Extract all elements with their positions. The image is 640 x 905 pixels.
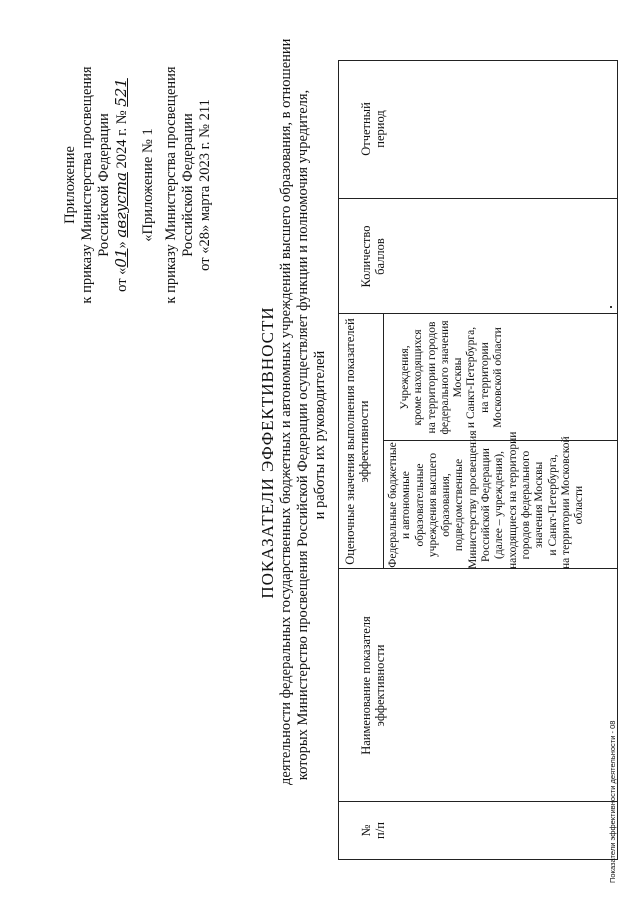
scan-speck [610, 306, 612, 308]
appendix-block [62, 20, 131, 350]
appendix-country-line: Российской Федерации [96, 113, 112, 257]
prior-appendix-country-line: Российской Федерации [180, 113, 196, 257]
indicators-table-header [338, 60, 618, 860]
prior-appendix-block [140, 20, 214, 350]
header-estimated-values: Оценочные значения выполнения показателей эффективности [343, 318, 371, 565]
document-subtitle [278, 38, 329, 785]
handwritten-day: 01 [112, 248, 130, 268]
appendix-label: Приложение [62, 146, 78, 224]
subtitle-line: которых Министерство просвещения Российской Федерации осуществляет функции и полномочия учредителя, [295, 89, 311, 781]
appendix-order-line: к приказу Министерства просвещения [79, 66, 95, 304]
subtitle-line: деятельности федеральных государственных бюджетных и автономных учреждений высшего образования, в отношении [278, 38, 294, 785]
appendix-date-line: от «01» августа 2024 г. № 521 [112, 78, 130, 292]
prior-appendix-date-line: от «28» марта 2023 г. № 211 [197, 99, 213, 271]
header-reporting-period: Отчетный период [359, 102, 387, 156]
header-points: Количество баллов [359, 225, 387, 288]
prior-appendix-label: «Приложение № 1 [140, 128, 156, 242]
header-federal-institutions: Федеральные бюджетные и автономные образовательные учреждения высшего образования, подведомственные Министерству просвещения Российской Федерации (далее – учреждения), находящиеся на территории городов федерального значения Москвы и Санкт-Петербурга, на территории Московской области [387, 430, 586, 569]
handwritten-month: августа [112, 172, 130, 238]
document-title: ПОКАЗАТЕЛИ ЭФФЕКТИВНОСТИ [258, 306, 277, 599]
handwritten-number: 521 [112, 78, 130, 107]
table-divider [383, 314, 384, 569]
prior-appendix-order-line: к приказу Министерства просвещения [163, 66, 179, 304]
header-indicator-name: Наименование показателя эффективности [359, 616, 387, 755]
page-footer: Показатели эффективности деятельности - 08 [608, 720, 617, 883]
header-other-institutions: Учреждения, кроме находящихся на территории городов федерального значения Москвы и Санкт-Петербурга, на территории Московской области [399, 320, 505, 435]
subtitle-line: и работы их руководителей [312, 350, 328, 520]
header-number: № п/п [359, 822, 387, 839]
